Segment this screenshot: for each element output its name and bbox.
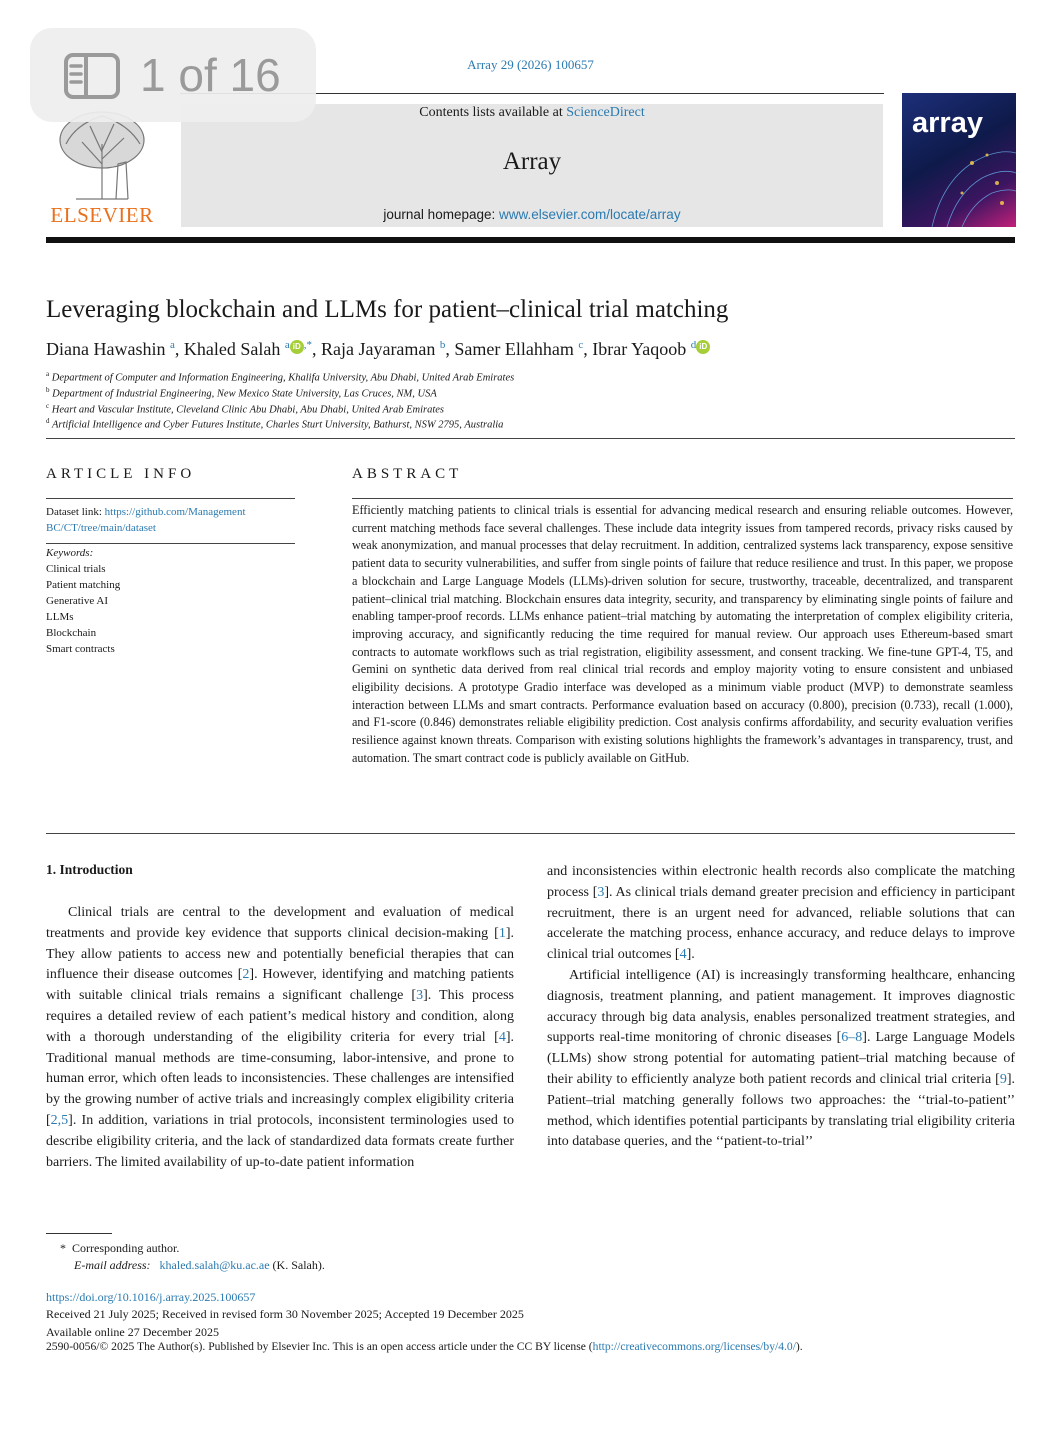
author-name[interactable]: Ibrar Yaqoob bbox=[592, 339, 687, 359]
footnote-star: * bbox=[60, 1241, 66, 1255]
dataset-link[interactable]: https://github.com/Management bbox=[104, 506, 246, 518]
citation-link[interactable]: 4 bbox=[679, 947, 687, 963]
affiliation-mark: c bbox=[46, 402, 50, 410]
corresponding-label: Corresponding author. bbox=[72, 1241, 180, 1255]
citation-link[interactable]: 1 bbox=[498, 925, 506, 941]
text-run: ]. Patient–trial matching generally follows two approaches: the ‘‘trial-to-patient’’ method, which identifies potential participants by translating trial eligibility criteria into database queries, and the ‘‘patient-to-trial’’ bbox=[547, 1071, 1015, 1150]
journal-header-box bbox=[181, 104, 883, 227]
affiliation bbox=[46, 386, 437, 400]
journal-reference-link[interactable]: Array 29 (2026) 100657 bbox=[467, 57, 594, 72]
affiliation-mark: b bbox=[46, 386, 50, 394]
author-affiliation-mark[interactable]: c bbox=[578, 339, 584, 351]
license-link[interactable]: http://creativecommons.org/licenses/by/4.0/ bbox=[592, 1340, 796, 1353]
citation-link[interactable]: 3 bbox=[416, 988, 424, 1004]
journal-cover-image bbox=[902, 93, 1016, 227]
citation-link[interactable]: 3 bbox=[597, 884, 605, 900]
text-run: ]. bbox=[686, 947, 695, 963]
intro-right-column bbox=[547, 862, 1015, 1153]
citation-link[interactable]: 9 bbox=[999, 1071, 1007, 1087]
author-affiliation-mark[interactable]: a bbox=[284, 339, 290, 351]
email-suffix: (K. Salah). bbox=[272, 1258, 325, 1272]
dataset-link-continued[interactable]: BC/CT/tree/main/dataset bbox=[46, 522, 156, 534]
keyword: Smart contracts bbox=[46, 643, 115, 655]
text-run: Clinical trials are central to the development and evaluation of medical treatments and provide key evidence that supports clinical decision-making [ bbox=[46, 905, 514, 941]
affiliation-text: Department of Computer and Information Engineering, Khalifa University, Abu Dhabi, United Arab Emirates bbox=[51, 372, 515, 384]
orcid-icon[interactable]: iD bbox=[290, 340, 304, 354]
intro-left-column bbox=[46, 903, 514, 1173]
paragraph bbox=[547, 862, 1015, 966]
citation-link[interactable]: 2,5 bbox=[50, 1112, 69, 1128]
cover-title: array bbox=[912, 107, 983, 139]
contents-prefix: Contents lists available at bbox=[419, 105, 567, 120]
divider bbox=[46, 833, 1015, 834]
author-name[interactable]: Khaled Salah bbox=[183, 339, 281, 359]
text-run: ]. In addition, variations in trial protocols, inconsistent terminologies used to describe eligibility criteria, and the lack of standardized data formats create further barriers. The limited availability of up-to-date patient information bbox=[46, 1112, 514, 1170]
available-online: Available online 27 December 2025 bbox=[46, 1325, 220, 1339]
license-line bbox=[46, 1340, 803, 1353]
doi-link[interactable]: https://doi.org/10.1016/j.array.2025.100657 bbox=[46, 1290, 256, 1304]
book-icon bbox=[64, 53, 120, 104]
citation-link[interactable]: 4 bbox=[498, 1029, 506, 1045]
email-link[interactable]: khaled.salah@ku.ac.ae bbox=[159, 1258, 270, 1272]
license-suffix: ). bbox=[795, 1340, 803, 1353]
divider bbox=[46, 438, 1015, 439]
text-run: and inconsistencies within electronic health records also complicate the matching process [ bbox=[547, 864, 1015, 900]
article-title: Leveraging blockchain and LLMs for patient–clinical trial matching bbox=[46, 296, 729, 323]
homepage-line bbox=[181, 207, 883, 222]
keyword: Generative AI bbox=[46, 595, 108, 607]
affiliation bbox=[46, 370, 514, 384]
abstract-heading: ABSTRACT bbox=[352, 466, 463, 482]
orcid-icon[interactable]: iD bbox=[696, 340, 710, 354]
text-run: ]. They allow patients to access new and potentially beneficial therapies that can influence their disease outcomes [ bbox=[46, 925, 514, 983]
text-run: Artificial intelligence (AI) is increasingly transforming healthcare, enhancing diagnosis, treatment planning, and patient management. It improves diagnostic accuracy through big data analysis, enables personalized treatment strategies, and supports real-time monitoring of chronic diseases [ bbox=[547, 967, 1015, 1046]
citation-link[interactable]: 2 bbox=[242, 967, 250, 983]
author-affiliation-mark[interactable]: b bbox=[439, 339, 446, 351]
corresponding-mark[interactable]: ,* bbox=[303, 339, 312, 351]
email-note bbox=[74, 1258, 325, 1273]
header-bottom-rule bbox=[46, 237, 1015, 243]
affiliation-text: Heart and Vascular Institute, Cleveland Clinic Abu Dhabi, Abu Dhabi, United Arab Emirates bbox=[51, 404, 445, 416]
affiliation-mark: d bbox=[46, 417, 50, 425]
license-prefix: 2590-0056/© 2025 The Author(s). Published by Elsevier Inc. This is an open access article under the CC BY license ( bbox=[46, 1340, 593, 1353]
dataset-label: Dataset link: bbox=[46, 506, 105, 518]
text-run: ]. As clinical trials demand greater precision and efficiency in participant recruitment, there is an urgent need for advanced, reliable solutions that can accelerate the matching process, enhance accuracy, and reduce delays to improve clinical trial outcomes [ bbox=[547, 884, 1015, 963]
text-run: ]. Large Language Models (LLMs) show strong potential for automating patient–trial matching because of their ability to efficiently analyze both patient records and clinical trial criteria [ bbox=[547, 1030, 1015, 1087]
divider bbox=[46, 498, 295, 499]
affiliation-text: Artificial Intelligence and Cyber Futures Institute, Charles Sturt University, Bathurst, NSW 2795, Australia bbox=[51, 419, 504, 431]
affiliation-mark: a bbox=[46, 370, 50, 378]
keyword: Patient matching bbox=[46, 579, 121, 591]
keyword: Clinical trials bbox=[46, 563, 106, 575]
section-heading-introduction: 1. Introduction bbox=[46, 862, 133, 877]
keyword: Blockchain bbox=[46, 627, 97, 639]
divider bbox=[46, 543, 295, 544]
journal-name: Array bbox=[502, 148, 562, 175]
corresponding-author-note bbox=[60, 1241, 179, 1256]
author-name[interactable]: Diana Hawashin bbox=[46, 339, 166, 359]
page-count-label: 1 of 16 bbox=[140, 49, 281, 101]
homepage-prefix: journal homepage: bbox=[383, 207, 499, 222]
text-run: ]. Traditional manual methods are time-consuming, labor-intensive, and prone to human error, which often leads to inconsistencies. These challenges are intensified by the growing number of active trials and increasingly complex eligibility criteria [ bbox=[46, 1029, 514, 1128]
text-run: ]. However, identifying and matching patients with suitable clinical trials remains a significant challenge [ bbox=[46, 967, 515, 1004]
paragraph bbox=[547, 966, 1015, 1153]
homepage-link[interactable]: www.elsevier.com/locate/array bbox=[499, 207, 681, 222]
text-run: ]. This process requires a detailed review of each patient’s medical history and condition, along with a thorough understanding of the eligibility criteria for every trial [ bbox=[46, 988, 514, 1045]
author-affiliation-mark[interactable]: d bbox=[690, 339, 697, 351]
elsevier-wordmark: ELSEVIER bbox=[50, 203, 154, 227]
author-affiliation-mark[interactable]: a bbox=[169, 339, 175, 351]
keywords-label: Keywords: bbox=[46, 547, 94, 559]
author-list: Diana Hawashin $^a$, Khaled Salah $^a$ iD ,*, Raja Jayaraman $^b$, Samer Ellahham $^c$, Ibrar Yaqoob $^d$ iD bbox=[46, 339, 710, 360]
received-dates: Received 21 July 2025; Received in revised form 30 November 2025; Accepted 19 December 2025 bbox=[46, 1307, 524, 1321]
abstract-text: Efficiently matching patients to clinical trials is essential for advancing medical research and ensuring reliable outcomes. However, current matching methods face several challenges. These include data integrity issues from tampered records, privacy risks caused by weak anonymization, and manual processes that delay recruitment. In addition, centralized systems lack transparency, expose sensitive patient data to security vulnerabilities, and suffer from single points of failure that reduce resilience and trust. In this paper, we propose a blockchain and Large Language Models (LLMs)-driven solution for secure, trustworthy, traceable, decentralized, and transparent patient–clinical trial matching. Blockchain ensures data integrity, security, and transparency by eliminating single points of failure and enabling tamper-proof records. LLMs enhance patient–trial matching by automating the interpretation of complex eligibility criteria, improving accuracy, and significantly reducing the time required for manual review. Our approach uses Ethereum-based smart contracts to automate workflows such as trial registration, eligibility assessment, and consent tracking. We fine-tune GPT-4, T5, and Gemini on synthetic data derived from real clinical trial records and employ majority voting to ensure consistent and unbiased eligibility decisions. A prototype Gradio interface was developed as a minimum viable product (MVP) to demonstrate seamless interaction between LLMs and smart contracts. Performance evaluation based on accuracy (0.800), precision (0.733), recall (1.000), and F1-score (0.846) demonstrates reliable eligibility prediction. Cost analysis confirms affordability, and security evaluation verifies resilience against known threats. Comparison with existing solutions highlights the framework’s advantages in transparency, trust, and automation. The smart contract code is publicly available on GitHub. bbox=[352, 503, 1013, 765]
citation-link[interactable]: 6–8 bbox=[841, 1030, 863, 1046]
email-label: E-mail address: bbox=[74, 1258, 151, 1272]
affiliation bbox=[46, 417, 503, 431]
author-name[interactable]: Samer Ellahham bbox=[454, 339, 574, 359]
author-name[interactable]: Raja Jayaraman bbox=[320, 339, 436, 359]
page-indicator-badge[interactable] bbox=[30, 28, 316, 122]
divider bbox=[352, 498, 1013, 499]
paragraph bbox=[46, 903, 514, 1173]
affiliation bbox=[46, 402, 444, 416]
article-info-heading: ARTICLE INFO bbox=[46, 466, 196, 482]
footnote-rule bbox=[46, 1233, 112, 1234]
keyword: LLMs bbox=[46, 611, 74, 623]
affiliation-text: Department of Industrial Engineering, New Mexico State University, Las Cruces, NM, USA bbox=[52, 388, 437, 400]
sciencedirect-link[interactable]: ScienceDirect bbox=[566, 105, 645, 120]
dataset-link-block bbox=[46, 504, 298, 536]
